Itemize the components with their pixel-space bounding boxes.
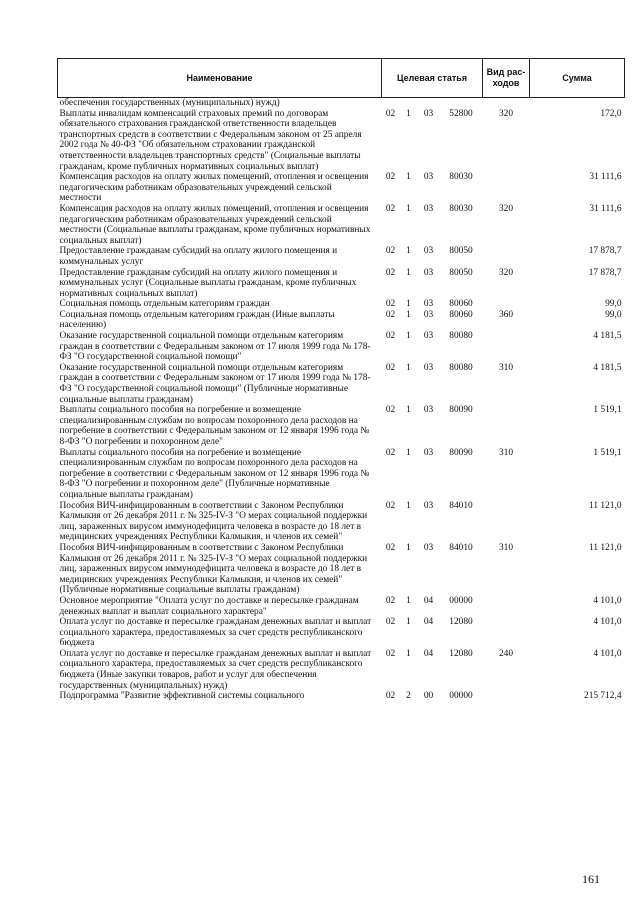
code-subprogram-cell: 1: [406, 617, 411, 628]
code-program-cell: 02: [385, 309, 396, 320]
sum-cell: 4 101,0: [593, 648, 622, 659]
code-event-cell: 03: [423, 108, 434, 119]
row-name-cell: Социальная помощь отдельным категориям граждан: [59, 299, 270, 310]
table-row: [58, 310, 625, 331]
code-subprogram-cell: 1: [406, 267, 411, 278]
sum-cell: 4 101,0: [593, 595, 622, 606]
code-subprogram-cell: 1: [406, 203, 411, 214]
row-name-cell: Пособия ВИЧ-инфицированным в соответствии с Законом Республики Калмыкия от 26 декабря 2011 г. № 325-IV-З "О мерах социальной поддержки лиц, зараженных вирусом иммунодефицита человека в возрасте до 18 лет в медицинских учреждениях Республики Калмыкия, и членов их семей": [59, 500, 368, 543]
expense-type-cell: [483, 172, 530, 204]
code-event-cell: 03: [423, 331, 434, 342]
table-row: [58, 172, 625, 204]
page-number: 161: [582, 872, 600, 886]
header-sum: Сумма: [530, 59, 625, 98]
expense-type-cell: 320: [498, 203, 514, 214]
table-row: [58, 299, 625, 310]
expense-type-cell: 310: [498, 447, 514, 458]
code-subprogram-cell: 1: [406, 595, 411, 606]
code-direction-cell: 80080: [449, 331, 473, 342]
code-event-cell: 03: [423, 542, 434, 553]
expense-type-cell: 320: [498, 267, 514, 278]
sum-cell: 1 519,1: [593, 405, 622, 416]
row-name-cell: Оказание государственной социальной помощи отдельным категориям граждан в соответствии с Федеральным законом от 17 июля 1999 года № 178-ФЗ "О государственной социальной помощи" (Публичные нормативные социальные выплаты гражданам): [59, 362, 371, 405]
code-program-cell: 02: [385, 362, 396, 373]
code-program-cell: 02: [385, 405, 396, 416]
table-body: [58, 98, 625, 702]
row-name-cell: Выплаты социального пособия на погребение и возмещение специализированным службам по вопросам похоронного дела расходов на погребение в соответствии с Федеральным законом от 12 января 1996 года № 8-ФЗ "О погребении и похоронном деле" (Публичные нормативные социальные выплаты гражданам): [59, 447, 370, 500]
code-event-cell: 03: [423, 172, 434, 183]
sum-cell: [530, 98, 625, 109]
expense-type-cell: [483, 331, 530, 363]
sum-cell: 4 181,5: [593, 331, 622, 342]
sum-cell: 31 111,6: [589, 172, 622, 183]
code-direction-cell: 80060: [449, 299, 473, 310]
table-row: [58, 331, 625, 363]
code-subprogram-cell: 1: [406, 362, 411, 373]
code-subprogram-cell: 1: [406, 447, 411, 458]
sum-cell: 1 519,1: [593, 447, 622, 458]
code-program-cell: 02: [385, 500, 396, 511]
sum-cell: 99,0: [605, 309, 622, 320]
budget-table: [57, 58, 625, 702]
row-name-cell: Выплаты социального пособия на погребение и возмещение специализированным службам по вопросам похоронного дела расходов на погребение в соответствии с Федеральным законом от 12 января 1996 года № 8-ФЗ "О погребении и похоронном деле": [59, 405, 370, 447]
code-direction-cell: 80050: [449, 267, 473, 278]
code-program-cell: 02: [385, 617, 396, 628]
code-direction-cell: 84010: [449, 500, 473, 511]
code-subprogram-cell: 1: [406, 405, 411, 416]
code-direction-cell: 00000: [449, 691, 473, 702]
code-direction-cell: 52800: [449, 108, 473, 119]
code-subprogram-cell: 1: [406, 309, 411, 320]
code-program-cell: 02: [385, 172, 396, 183]
code-program-cell: 02: [385, 267, 396, 278]
code-program-cell: 02: [385, 203, 396, 214]
expense-type-cell: [483, 405, 530, 447]
expense-type-cell: 320: [498, 108, 514, 119]
expense-type-cell: [483, 617, 530, 649]
code-event-cell: 03: [423, 405, 434, 416]
code-event-cell: 03: [423, 267, 434, 278]
code-event-cell: 03: [423, 362, 434, 373]
code-direction-cell: 80030: [449, 172, 473, 183]
code-subprogram-cell: 1: [406, 172, 411, 183]
header-expense-type: Вид рас-ходов: [483, 59, 530, 98]
sum-cell: 99,0: [605, 299, 622, 310]
header-name: Наименование: [58, 59, 382, 98]
budget-document: [57, 58, 624, 702]
expense-type-cell: [483, 501, 530, 543]
code-program-cell: 02: [385, 447, 396, 458]
table-row: [58, 543, 625, 596]
code-program-cell: 02: [385, 108, 396, 119]
code-event-cell: 00: [423, 691, 434, 702]
table-row: [58, 649, 625, 691]
code-direction-cell: 84010: [449, 542, 473, 553]
code-program-cell: 02: [385, 648, 396, 659]
sum-cell: 4 181,5: [593, 362, 622, 373]
code-program-cell: 02: [385, 299, 396, 310]
table-row: [58, 109, 625, 173]
table-row: [58, 98, 625, 109]
table-row: [58, 617, 625, 649]
row-name-cell: Оплата услуг по доставке и пересылке гражданам денежных выплат и выплат социального характера, предоставляемых за счет средств республиканского бюджета (Иные закупки товаров, работ и услуг для обеспечения государственных (муниципальных) нужд): [59, 648, 372, 691]
row-name-cell: Пособия ВИЧ-инфицированным в соответствии с Законом Республики Калмыкия от 26 декабря 2011 г. № 325-IV-З "О мерах социальной поддержки лиц, зараженных вирусом иммунодефицита человека в возрасте до 18 лет в медицинских учреждениях Республики Калмыкия, и членов их семей" (Публичные нормативные социальные выплаты гражданам): [59, 542, 368, 596]
code-direction-cell: 80090: [449, 447, 473, 458]
row-name-cell: Оказание государственной социальной помощи отдельным категориям граждан в соответствии с Федеральным законом от 17 июля 1999 года № 178-ФЗ "О государственной социальной помощи": [59, 331, 371, 363]
code-direction-cell: 80060: [449, 309, 473, 320]
expense-type-cell: 310: [498, 542, 514, 553]
expense-type-cell: 240: [498, 648, 514, 659]
code-event-cell: 03: [423, 500, 434, 511]
table-row: [58, 405, 625, 447]
code-subprogram-cell: 1: [406, 648, 411, 659]
sum-cell: 172,0: [600, 108, 622, 119]
code-event-cell: 03: [423, 299, 434, 310]
code-event-cell: 03: [423, 447, 434, 458]
expense-type-cell: [483, 98, 530, 109]
row-name-cell: обеспечения государственных (муниципальных) нужд): [59, 98, 280, 108]
row-name-cell: Предоставление гражданам субсидий на оплату жилого помещения и коммунальных услуг (Социальные выплаты гражданам, кроме публичных нормативных социальных выплат): [59, 267, 357, 299]
table-row: [58, 596, 625, 617]
sum-cell: 17 878,7: [588, 267, 622, 278]
code-direction-cell: 80050: [449, 246, 473, 257]
code-subprogram-cell: [400, 98, 418, 109]
table-row: [58, 501, 625, 543]
table-header: [58, 59, 625, 98]
expense-type-cell: 360: [498, 309, 514, 320]
code-program-cell: 02: [385, 595, 396, 606]
sum-cell: 11 121,0: [589, 500, 622, 511]
code-direction-cell: 12080: [449, 648, 473, 659]
code-program-cell: 02: [385, 542, 396, 553]
row-name-cell: Оплата услуг по доставке и пересылке гражданам денежных выплат и выплат социального характера, предоставляемых за счет средств республиканского бюджета: [59, 617, 372, 649]
table-row: [58, 204, 625, 246]
code-subprogram-cell: 1: [406, 299, 411, 310]
code-program-cell: [382, 98, 400, 109]
table-row: [58, 268, 625, 300]
expense-type-cell: [483, 299, 530, 310]
expense-type-cell: [483, 596, 530, 617]
table-row: [58, 363, 625, 405]
code-event-cell: [418, 98, 440, 109]
expense-type-cell: [483, 246, 530, 267]
code-event-cell: 04: [423, 648, 434, 659]
code-event-cell: 04: [423, 617, 434, 628]
sum-cell: 11 121,0: [589, 542, 622, 553]
code-subprogram-cell: 1: [406, 331, 411, 342]
expense-type-cell: 310: [498, 362, 514, 373]
code-event-cell: 03: [423, 309, 434, 320]
table-row: [58, 691, 625, 702]
code-direction-cell: 00000: [449, 595, 473, 606]
sum-cell: 17 878,7: [588, 246, 622, 257]
code-direction-cell: 80090: [449, 405, 473, 416]
code-direction-cell: 80030: [449, 203, 473, 214]
sum-cell: 31 111,6: [589, 203, 622, 214]
row-name-cell: Социальная помощь отдельным категориям граждан (Иные выплаты населению): [59, 309, 335, 331]
code-direction-cell: 12080: [449, 617, 473, 628]
code-subprogram-cell: 1: [406, 500, 411, 511]
code-direction-cell: 80080: [449, 362, 473, 373]
row-name-cell: Выплаты инвалидам компенсаций страховых премий по договорам обязательного страхования гражданской ответственности владельцев транспортных средств в соответствии с Федеральным законом от 25 апреля 2002 года № 40-ФЗ "Об обязательном страховании гражданской ответственности владельцев транспортных средств" (Социальные выплаты гражданам, кроме публичных нормативных социальных выплат): [59, 108, 362, 172]
code-program-cell: 02: [385, 246, 396, 257]
sum-cell: 4 101,0: [593, 617, 622, 628]
code-program-cell: 02: [385, 331, 396, 342]
code-direction-cell: [440, 98, 483, 109]
expense-type-cell: [483, 691, 530, 702]
row-name-cell: Предоставление гражданам субсидий на оплату жилого помещения и коммунальных услуг: [59, 246, 338, 267]
header-target-article: Целевая статья: [382, 59, 483, 98]
code-event-cell: 04: [423, 595, 434, 606]
code-event-cell: 03: [423, 203, 434, 214]
code-subprogram-cell: 2: [406, 691, 411, 702]
row-name-cell: Подпрограмма "Развитие эффективной системы социального: [59, 691, 305, 702]
code-subprogram-cell: 1: [406, 108, 411, 119]
row-name-cell: Компенсация расходов на оплату жилых помещений, отопления и освещения педагогическим работникам образовательных учреждений сельской местности: [59, 172, 369, 204]
code-event-cell: 03: [423, 246, 434, 257]
table-row: [58, 448, 625, 501]
row-name-cell: Компенсация расходов на оплату жилых помещений, отопления и освещения педагогическим работникам образовательных учреждений сельской местности (Социальные выплаты гражданам, кроме публичных нормативных социальных выплат): [59, 203, 371, 246]
code-subprogram-cell: 1: [406, 246, 411, 257]
sum-cell: 215 712,4: [584, 691, 622, 702]
row-name-cell: Основное мероприятие "Оплата услуг по доставке и пересылке гражданам денежных выплат и выплат социального характера": [59, 595, 359, 617]
code-subprogram-cell: 1: [406, 542, 411, 553]
table-row: [58, 246, 625, 267]
code-program-cell: 02: [385, 691, 396, 702]
